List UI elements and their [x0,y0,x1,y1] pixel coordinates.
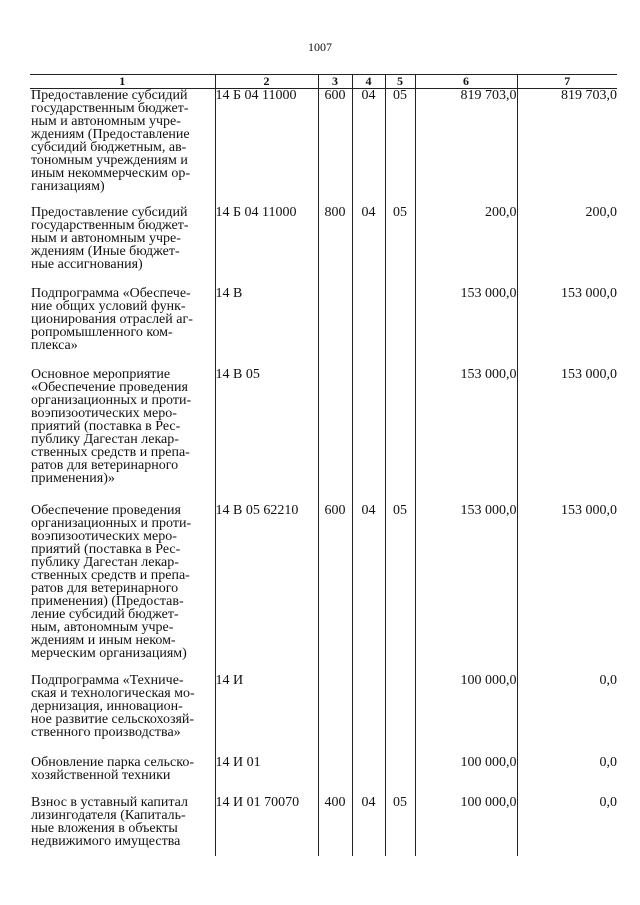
description-line: недвижимого имущества [31,833,181,849]
budget-table [30,74,617,856]
cell-col-7: 0,0 [517,756,617,796]
cell-code: 14 В 05 62210 [215,504,318,674]
cell-code: 14 В [215,287,318,368]
cell-col-7: 0,0 [517,674,617,756]
description-line: государственным бюджет- [31,101,189,116]
column-header-4: 4 [352,75,385,89]
description-line: Предоставление субсидий [31,88,188,103]
cell-col-5: 05 [385,206,415,287]
cell-description [30,206,215,287]
cell-description [30,796,215,856]
column-header-1: 1 [30,75,215,89]
description-line: ным, автономным учре- [31,619,174,635]
description-line: ждениям (Иные бюджет- [31,243,180,259]
description-line: ственных средств и препа- [31,567,190,583]
cell-col-5 [385,756,415,796]
description-line: субсидий бюджетным, ав- [31,140,187,155]
table-row [30,206,617,287]
cell-col-7: 153 000,0 [517,287,617,368]
cell-col-6: 200,0 [415,206,517,287]
column-header-7: 7 [517,75,617,89]
cell-col-3: 800 [318,206,352,287]
cell-col-4 [352,756,385,796]
cell-col-7: 153 000,0 [517,504,617,674]
description-line: публику Дагестан лекар- [31,431,179,447]
cell-col-4 [352,674,385,756]
cell-col-3 [318,287,352,368]
description-line: Взнос в уставный капитал [31,794,188,810]
description-line: ные ассигнования) [31,256,143,272]
description-line: ционирования отраслей аг- [31,311,193,327]
description-line: ное развитие сельскохозяй- [31,711,195,727]
description-line: ственного производства» [31,724,181,740]
description-line: ратов для ветеринарного [31,580,179,596]
description-line: лизингодателя (Капиталь- [31,807,186,823]
cell-description [30,756,215,796]
cell-col-6: 100 000,0 [415,674,517,756]
description-line: приятий (поставка в Рес- [31,418,181,434]
cell-col-3 [318,674,352,756]
table-row [30,287,617,368]
description-line: ждениям и иным неком- [31,632,176,648]
description-line: ропромышленного ком- [31,324,173,340]
table-row [30,504,617,674]
column-header-5: 5 [385,75,415,89]
column-header-2: 2 [215,75,318,89]
cell-col-6: 819 703,0 [415,89,517,206]
description-line: ждениям (Предоставление [31,127,190,142]
description-line: «Обеспечение проведения [31,379,188,395]
cell-code: 14 И 01 [215,756,318,796]
description-line: Предоставление субсидий [31,204,188,220]
description-line: Подпрограмма «Обеспече- [31,285,191,301]
description-line: ные вложения в объекты [31,820,178,836]
description-line: публику Дагестан лекар- [31,554,179,570]
description-line: приятий (поставка в Рес- [31,541,181,557]
description-line: Обеспечение проведения [31,502,181,518]
description-line: мерческим организациям) [31,645,187,661]
description-line: дернизация, инновацион- [31,698,183,714]
cell-col-5 [385,674,415,756]
description-line: организационных и проти- [31,515,192,531]
description-line: хозяйственной техники [31,767,171,783]
description-line: применения)» [31,470,115,486]
description-line: ным и автономным учре- [31,230,181,246]
cell-col-4: 04 [352,796,385,856]
cell-col-6: 153 000,0 [415,368,517,504]
cell-description [30,674,215,756]
description-line: ская и технологическая мо- [31,685,195,701]
cell-col-3: 400 [318,796,352,856]
cell-col-7: 0,0 [517,796,617,856]
description-line: ственных средств и препа- [31,444,190,460]
cell-col-5: 05 [385,89,415,206]
description-line: плекса» [31,337,78,353]
page-number: 1007 [308,40,332,54]
description-line: ным и автономным учре- [31,114,181,129]
cell-col-6: 153 000,0 [415,287,517,368]
table-row [30,796,617,856]
cell-code: 14 И [215,674,318,756]
cell-col-7: 200,0 [517,206,617,287]
table-row [30,89,617,206]
cell-col-5 [385,287,415,368]
cell-description [30,89,215,206]
description-line: воэпизоотических меро- [31,528,177,544]
cell-col-3 [318,756,352,796]
cell-col-6: 100 000,0 [415,796,517,856]
description-line: иным некоммерческим ор- [31,166,190,181]
table-row [30,674,617,756]
cell-code: 14 Б 04 11000 [215,89,318,206]
cell-col-5: 05 [385,796,415,856]
cell-col-4: 04 [352,504,385,674]
column-header-3: 3 [318,75,352,89]
cell-col-4: 04 [352,89,385,206]
table-row [30,756,617,796]
cell-code: 14 В 05 [215,368,318,504]
cell-col-5: 05 [385,504,415,674]
cell-col-7: 153 000,0 [517,368,617,504]
description-line: ганизациям) [31,179,105,194]
cell-col-7: 819 703,0 [517,89,617,206]
description-line: Подпрограмма «Техниче- [31,672,184,688]
description-line: ление субсидий бюджет- [31,606,179,622]
description-line: воэпизоотических меро- [31,405,177,421]
description-line: организационных и проти- [31,392,192,408]
description-line: Основное мероприятие [31,366,171,382]
cell-col-5 [385,368,415,504]
column-header-6: 6 [415,75,517,89]
table-row [30,368,617,504]
cell-description [30,504,215,674]
cell-col-4: 04 [352,206,385,287]
budget-table-container [30,74,617,856]
description-line: государственным бюджет- [31,217,189,233]
cell-code: 14 Б 04 11000 [215,206,318,287]
description-line: тономным учреждениям и [31,153,188,168]
cell-description [30,287,215,368]
cell-col-6: 100 000,0 [415,756,517,796]
cell-col-4 [352,287,385,368]
cell-description [30,368,215,504]
description-line: ние общих условий функ- [31,298,186,314]
description-line: Обновление парка сельско- [31,754,194,770]
table-body [30,89,617,856]
cell-code: 14 И 01 70070 [215,796,318,856]
cell-col-4 [352,368,385,504]
table-header-row [30,75,617,89]
cell-col-3: 600 [318,504,352,674]
cell-col-3: 600 [318,89,352,206]
cell-col-3 [318,368,352,504]
description-line: применения) (Предостав- [31,593,184,609]
description-line: ратов для ветеринарного [31,457,179,473]
cell-col-6: 153 000,0 [415,504,517,674]
